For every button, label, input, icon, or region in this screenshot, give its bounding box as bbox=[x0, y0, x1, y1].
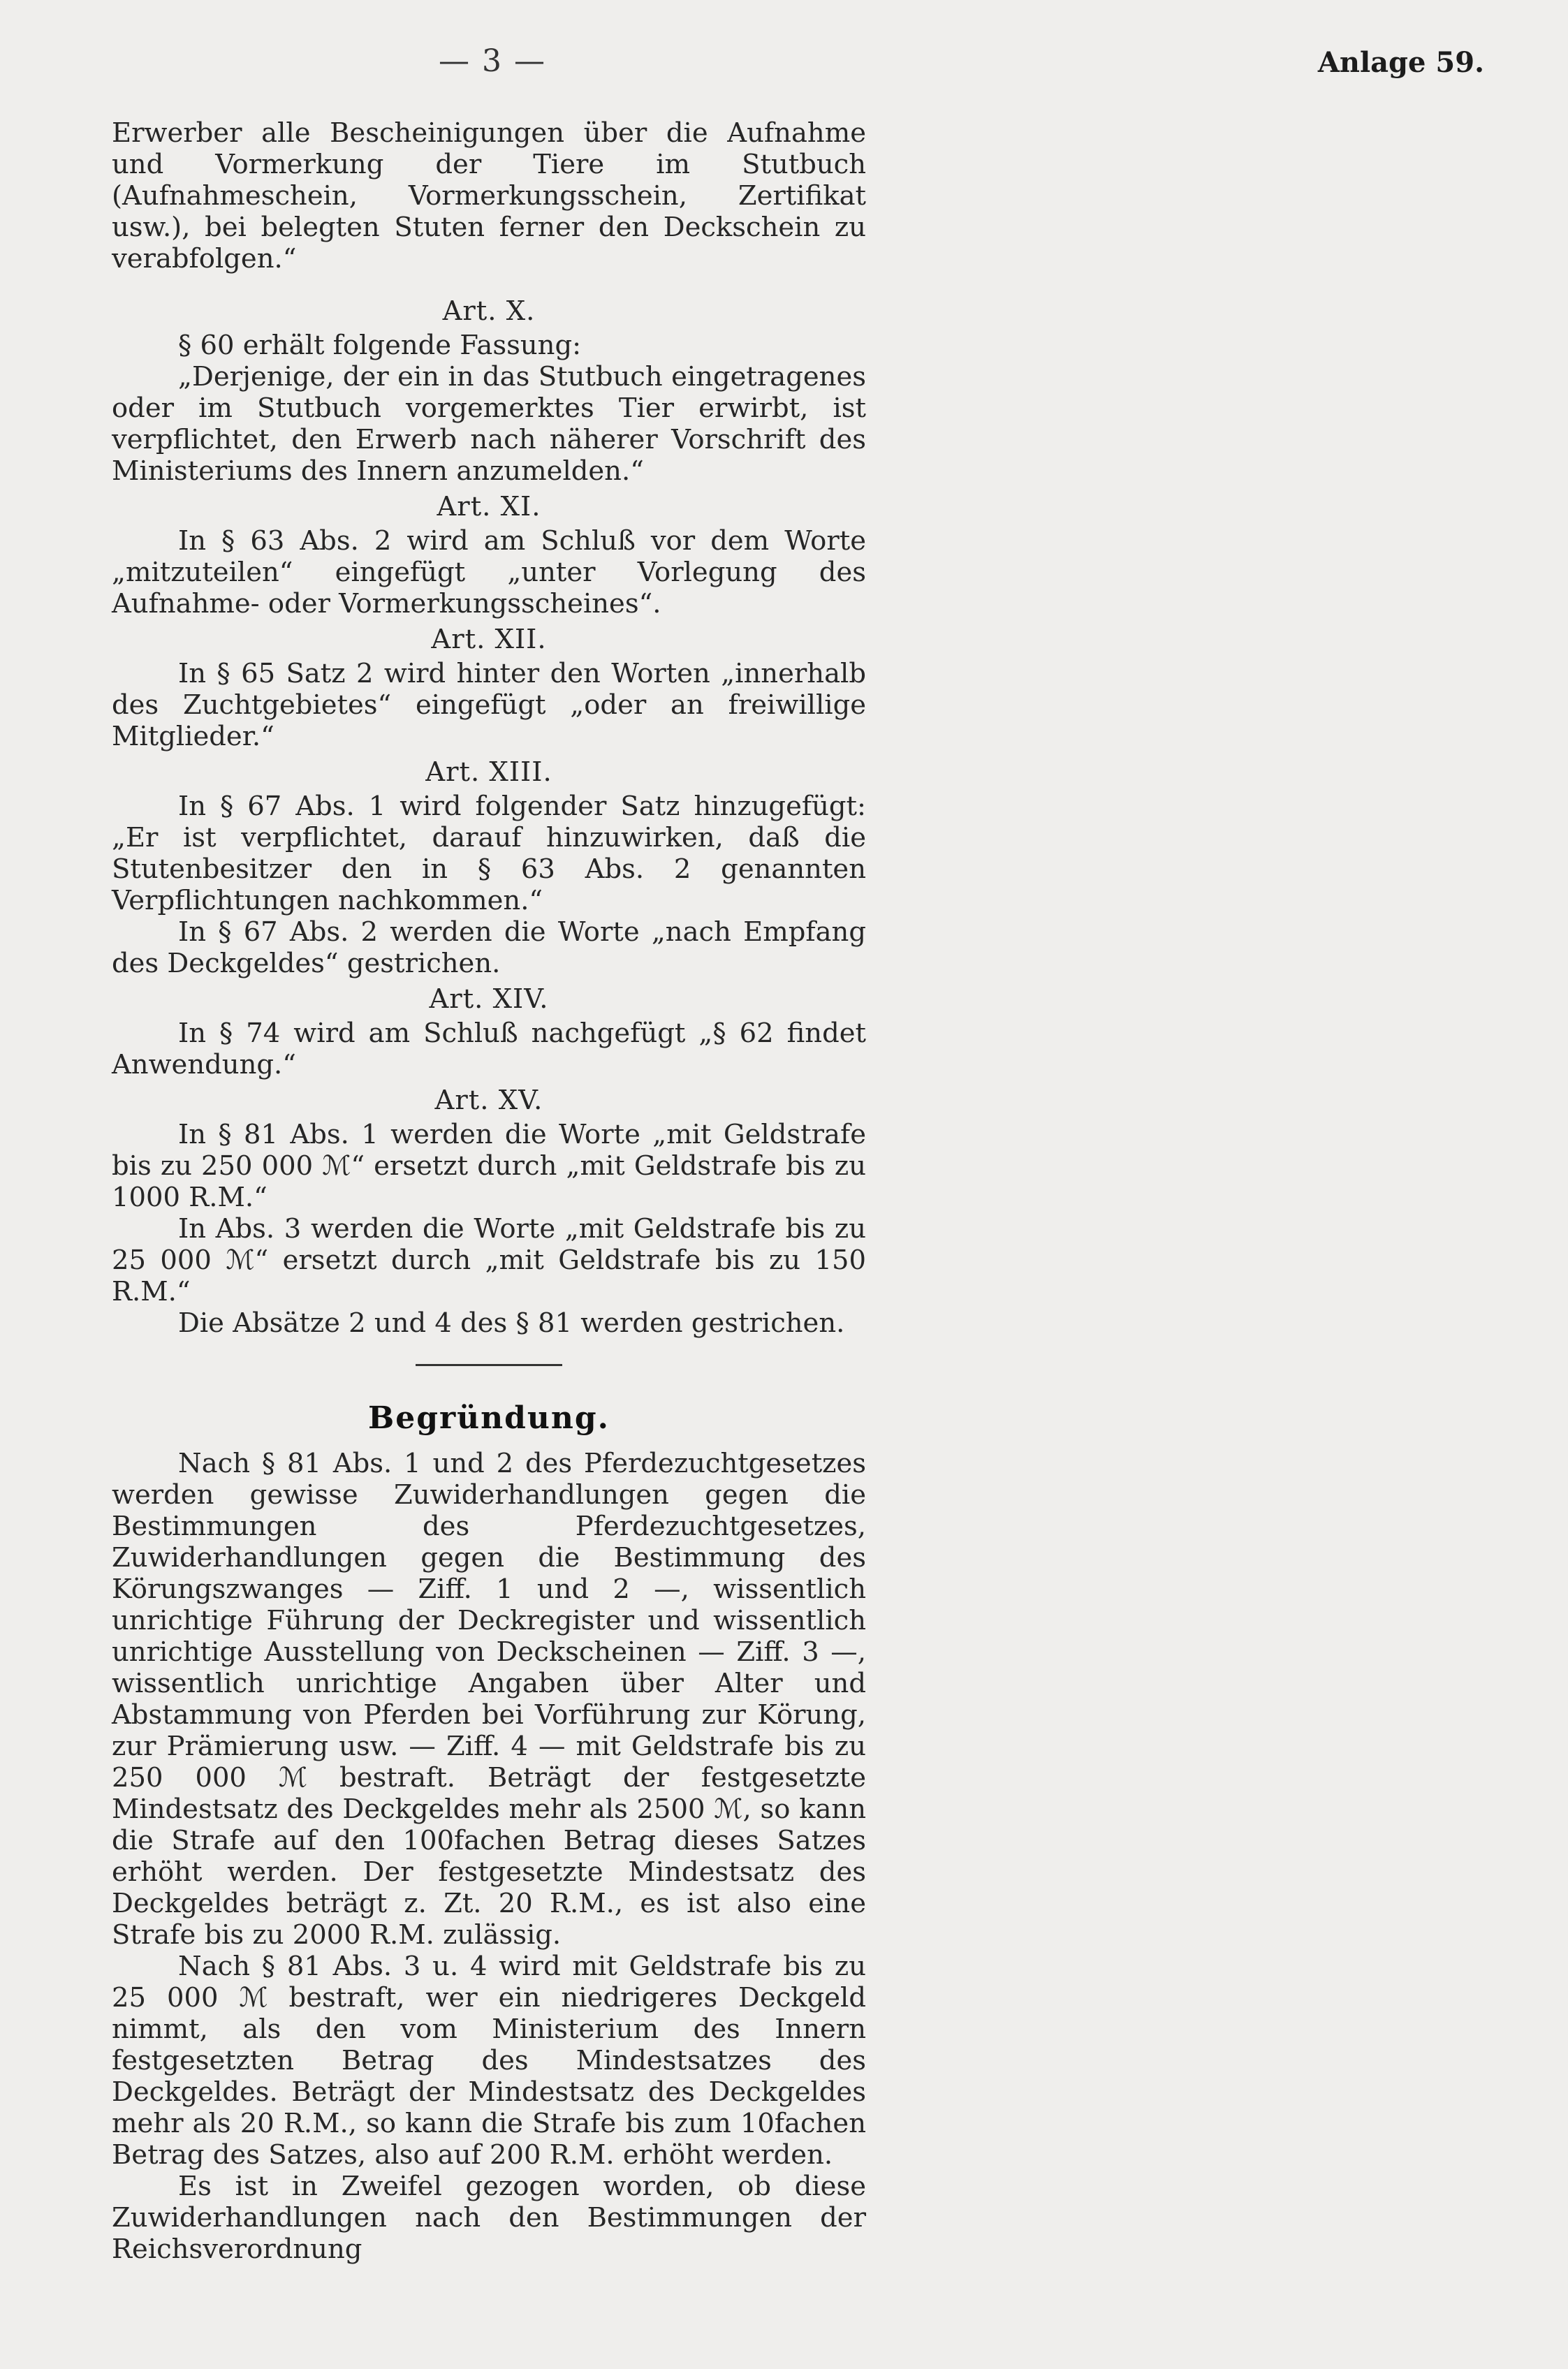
paragraph: In Abs. 3 werden die Worte „mit Geldstrafe bis zu 25 000 ℳ“ ersetzt durch „mit Geldstrafe bis zu 150 R.M.“ bbox=[112, 1213, 866, 1307]
article-heading: Art. XIII. bbox=[425, 756, 552, 788]
paragraph: Die Absätze 2 und 4 des § 81 werden gestrichen. bbox=[178, 1307, 845, 1339]
paragraph: In § 74 wird am Schluß nachgefügt „§ 62 findet Anwendung.“ bbox=[112, 1018, 866, 1080]
paragraph: In § 67 Abs. 2 werden die Worte „nach Empfang des Deckgeldes“ gestrichen. bbox=[112, 916, 866, 979]
paragraph: In § 63 Abs. 2 wird am Schluß vor dem Worte „mitzuteilen“ eingefügt „unter Vorlegung des Aufnahme- oder Vormerkungsscheines“. bbox=[112, 525, 866, 619]
paragraph: In § 65 Satz 2 wird hinter den Worten „innerhalb des Zuchtgebietes“ eingefügt „oder an freiwillige Mitglieder.“ bbox=[112, 658, 866, 752]
paragraph: Es ist in Zweifel gezogen worden, ob diese Zuwiderhandlungen nach den Bestimmungen der Reichsverordnung bbox=[112, 2171, 866, 2265]
paragraph: Erwerber alle Bescheinigungen über die Aufnahme und Vormerkung der Tiere im Stutbuch (Aufnahmeschein, Vormerkungsschein, Zertifikat usw.), bei belegten Stuten ferner den Deckschein zu verabfolgen.“ bbox=[112, 117, 866, 274]
paragraph: Nach § 81 Abs. 1 und 2 des Pferdezuchtgesetzes werden gewisse Zuwiderhandlungen gegen die Bestimmungen des Pferdezuchtgesetzes, Zuwiderhandlungen gegen die Bestimmung des Körungszwanges — Ziff. 1 und 2 —, wissentlich unrichtige Führung der Deckregister und wissentlich unrichtige Ausstellung von Deckscheinen — Ziff. 3 —, wissentlich unrichtige Angaben über Alter und Abstammung von Pferden bei Vorführung zur Körung, zur Prämierung usw. — Ziff. 4 — mit Geldstrafe bis zu 250 000 ℳ bestraft. Beträgt der festgesetzte Mindestsatz des Deckgeldes mehr als 2500 ℳ, so kann die Strafe auf den 100fachen Betrag dieses Satzes erhöht werden. Der festgesetzte Mindestsatz des Deckgeldes beträgt z. Zt. 20 R.M., es ist also eine Strafe bis zu 2000 R.M. zulässig. bbox=[112, 1448, 866, 1951]
page-number: — 3 — bbox=[439, 43, 546, 79]
article-heading: Art. X. bbox=[442, 295, 536, 327]
article-heading: Art. XI. bbox=[437, 491, 541, 522]
paragraph: In § 81 Abs. 1 werden die Worte „mit Geldstrafe bis zu 250 000 ℳ“ ersetzt durch „mit Geldstrafe bis zu 1000 R.M.“ bbox=[112, 1119, 866, 1213]
article-heading: Art. XV. bbox=[434, 1085, 543, 1116]
text-column bbox=[112, 117, 866, 2265]
article-heading: Art. XIV. bbox=[429, 983, 549, 1015]
paragraph: Nach § 81 Abs. 3 u. 4 wird mit Geldstrafe bis zu 25 000 ℳ bestraft, wer ein niedrigeres Deckgeld nimmt, als den vom Ministerium des Innern festgesetzten Betrag des Mindestsatzes des Deckgeldes. Beträgt der Mindestsatz des Deckgeldes mehr als 20 R.M., so kann die Strafe bis zum 10fachen Betrag des Satzes, also auf 200 R.M. erhöht werden. bbox=[112, 1951, 866, 2171]
section-divider bbox=[416, 1364, 562, 1366]
annex-label: Anlage 59. bbox=[1317, 46, 1484, 79]
paragraph: § 60 erhält folgende Fassung: bbox=[178, 330, 582, 361]
paragraph: In § 67 Abs. 1 wird folgender Satz hinzugefügt: „Er ist verpflichtet, darauf hinzuwirken, daß die Stutenbesitzer den in § 63 Abs. 2 genannten Verpflichtungen nachkommen.“ bbox=[112, 791, 866, 916]
paragraph: „Derjenige, der ein in das Stutbuch eingetragenes oder im Stutbuch vorgemerktes Tier erwirbt, ist verpflichtet, den Erwerb nach näherer Vorschrift des Ministeriums des Innern anzumelden.“ bbox=[112, 361, 866, 487]
article-heading: Art. XII. bbox=[431, 624, 547, 655]
section-title: Begründung. bbox=[368, 1400, 610, 1436]
